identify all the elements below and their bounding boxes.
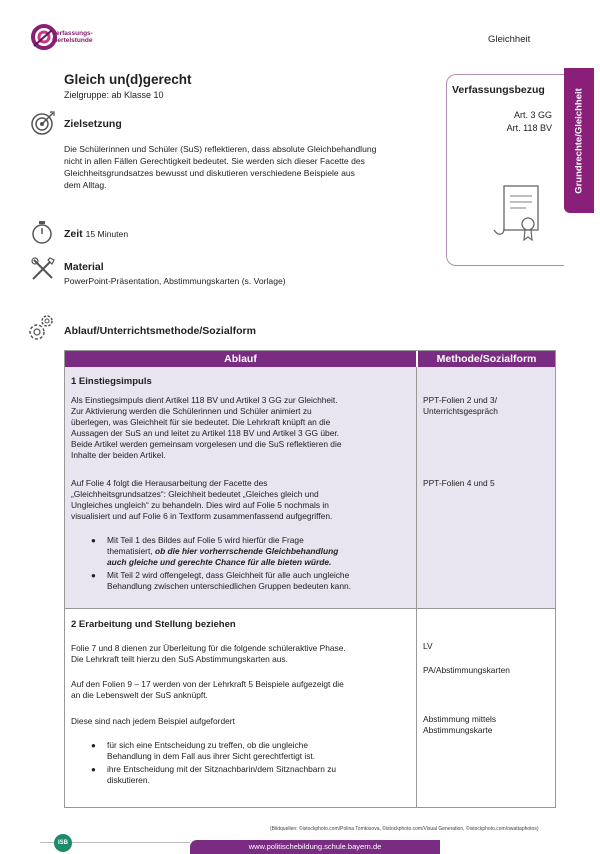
phase2-paragraph1: Folie 7 und 8 dienen zur Überleitung für die folgende schüleraktive Phase. Die Lehrkraft teilt hierzu den SuS Abstimmungskarten aus. [71,643,346,664]
page-title: Gleich un(d)gerecht [64,72,192,87]
bullet-icon: ● [91,571,96,580]
goal-heading: Zielsetzung [64,118,122,130]
article-gg: Art. 3 GG [513,110,552,120]
phase2-bullet2: ihre Entscheidung mit der Sitznachbarin/dem Sitznachbarn zu diskutieren. [107,764,337,785]
goal-text: Die Schülerinnen und Schüler (SuS) reflektieren, dass absolute Gleichbehandlung nicht in allen Fällen Gerechtigkeit bedeutet. Sie werden sich dieser Facette des Gleichheitsgrundsatzes bewusst und diskutieren verschiedene Beispiele aus dem Alltag. [64,144,377,190]
phase1-paragraph1: Als Einstiegsimpuls dient Artikel 118 BV und Artikel 3 GG zur Gleichheit. Zur Aktivierung werden die Schülerinnen und Schüler animiert zu überlegen, was Gleichheit für sie bedeutet. Die Lehrkraft knüpft an die Aussagen der SuS an und leitet zu Artikel 118 BV und Artikel 3 GG über. Beide Artikel werden gemeinsam vorgelesen und die SuS reflektieren die Inhalte der beiden Artikel. [71,395,342,460]
phase2-method1: LV [423,641,433,651]
bullet-icon: ● [91,741,96,750]
bullet-icon: ● [91,536,96,545]
isb-logo: ISB [54,834,72,852]
phase1-method1: PPT-Folien 2 und 3/ Unterrichtsgespräch [423,395,498,416]
phase2-paragraph3: Diese sind nach jedem Beispiel aufgefordert [71,716,235,726]
procedure-table [64,350,556,808]
column-header-ablauf: Ablauf [65,351,416,367]
material-text: PowerPoint-Präsentation, Abstimmungskarten (s. Vorlage) [64,276,286,286]
phase1-method2: PPT-Folien 4 und 5 [423,478,495,488]
procedure-heading: Ablauf/Unterrichtsmethode/Sozialform [64,325,256,337]
phase1-bullet2: Mit Teil 2 wird offengelegt, dass Gleichheit für alle auch ungleiche Behandlung zwischen unterschiedlichen Gruppen bedeuten kann. [107,570,351,591]
column-header-methode: Methode/Sozialform [417,351,555,367]
stopwatch-icon [30,219,54,245]
phase1-paragraph2: Auf Folie 4 folgt die Herausarbeitung der Facette des „Gleichheitsgrundsatzes“: Gleichheit bedeutet „Gleiches gleich und Ungleiches ungleich“ zu behandeln. Dies wird auf Folie 5 nochmals in visualisiert und auf Folie 6 in Textform zusammenfassend aufgegriffen. [71,478,333,521]
phase2-method3: Abstimmung mittels Abstimmungskarte [423,714,497,735]
logo-text: Verfassungs- viertelstunde [52,30,93,44]
phase2-bullet1: für sich eine Entscheidung zu treffen, ob die ungleiche Behandlung in dem Fall aus ihrer Sicht gerechtfertigt ist. [107,740,316,761]
footer-url-link[interactable]: www.politischebildung.schule.bayern.de [248,842,382,851]
certificate-icon [492,184,548,246]
constitution-heading: Verfassungsbezug [452,84,545,96]
column-divider [416,367,417,807]
gears-icon [26,313,56,343]
phase2-method2: PA/Abstimmungskarten [423,665,510,675]
phase1-bullet1: Mit Teil 1 des Bildes auf Folie 5 wird hierfür die Frage thematisiert, ob die hier vorherrschende Gleichbehandlung auch gleiche und gerechte Chance für alle bieten würde. [107,535,339,567]
image-sources: (Bildquellen: ©istockphoto.com/Polina Tomtosova, ©istockphoto.com/Visual Generation, ©istockphoto.com/owattaphotos) [270,826,539,832]
header-topic: Gleichheit [488,34,531,45]
phase2-title: 2 Erarbeitung und Stellung beziehen [71,619,236,630]
bullet-icon: ● [91,765,96,774]
time-value: 15 Minuten [85,229,129,239]
phase2-paragraph2: Auf den Folien 9 – 17 werden von der Lehrkraft 5 Beispiele aufgezeigt die an die Lebenswelt der SuS anknüpft. [71,679,344,700]
target-icon [30,110,56,136]
target-audience: Zielgruppe: ab Klasse 10 [64,90,164,100]
article-bv: Art. 118 BV [506,123,552,133]
tools-icon [30,256,56,282]
topic-side-tab: Grundrechte/Gleichheit [564,68,594,213]
row-divider [65,608,555,609]
material-heading: Material [64,261,104,273]
time-heading: Zeit 15 Minuten [64,228,129,240]
phase1-title: 1 Einstiegsimpuls [71,376,152,387]
